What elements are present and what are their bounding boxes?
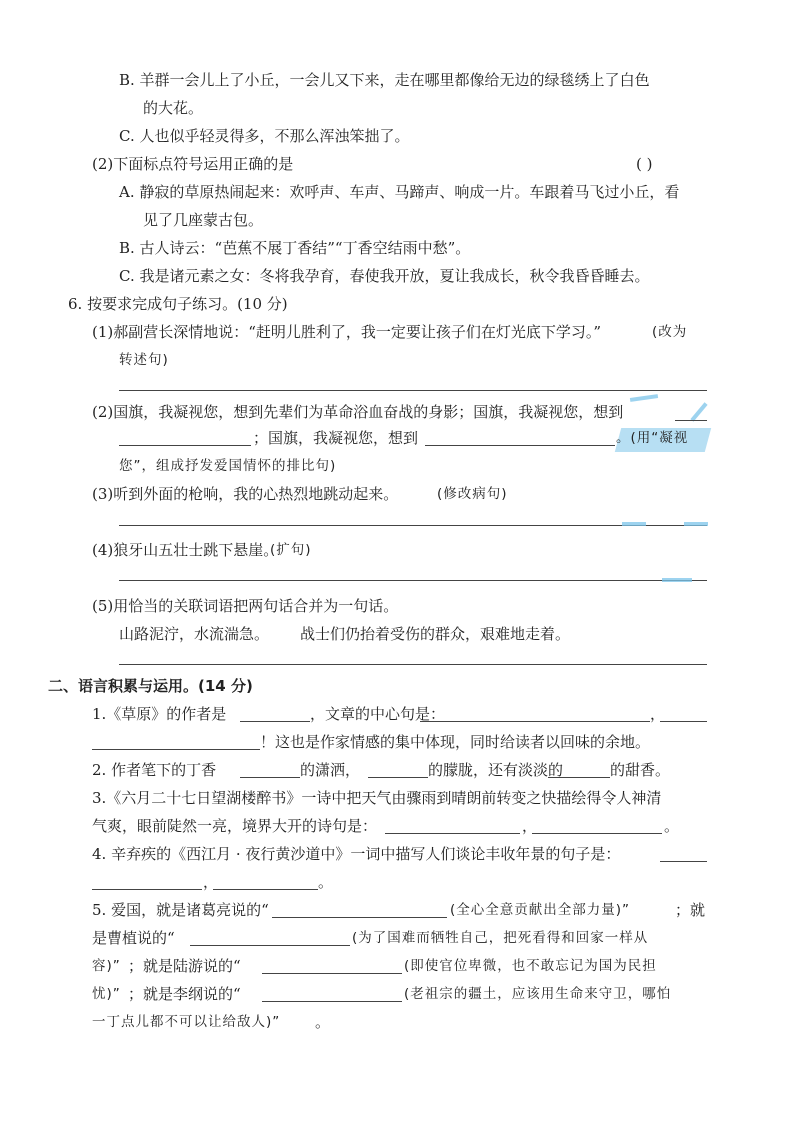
highlight-mark — [690, 402, 707, 421]
q6-4-note: (扩句) — [270, 542, 312, 558]
s2-q1-part-d: ！这也是作家情感的集中体现，同时给读者以回味的余地。 — [260, 733, 651, 751]
s2-q1-part-a: 1.《草原》的作者是 — [92, 705, 227, 723]
q6-2-blank2[interactable] — [425, 445, 615, 446]
s2-q2-part-a: 2. 作者笔下的丁香 — [92, 761, 217, 779]
s2-q3-line1: 3.《六月二十七日望湖楼醉书》一诗中把天气由骤雨到晴朗前转变之快描绘得令人神清 — [92, 789, 662, 807]
s2-q5-blank3[interactable] — [262, 973, 402, 974]
s2-q5-part-b: ；就 — [675, 901, 706, 919]
s2-q5-note5: 忧)” — [92, 986, 121, 1002]
s2-q5-note6: (老祖宗的疆土，应该用生命来守卫，哪怕 — [404, 986, 672, 1002]
s2-q5-blank1[interactable] — [272, 917, 447, 918]
s2-q5-part-a: 5. 爱国，就是诸葛亮说的“ — [92, 901, 269, 919]
s2-q5-blank2[interactable] — [190, 945, 350, 946]
q5-2-option-a-line2: 见了几座蒙古包。 — [143, 211, 264, 229]
q6-2-note: 您”，组成抒发爱国情怀的排比句) — [119, 458, 337, 474]
q6-1-sentence: (1)郝副营长深情地说：“赶明儿胜利了，我一定要让孩子们在灯光底下学习。” — [92, 323, 602, 341]
q6-1-note-cont: 转述句) — [119, 352, 169, 368]
s2-q5-part-d: ；就是陆游说的“ — [128, 957, 241, 975]
s2-q5-note2: (为了国难而牺牲自己，把死看得和回家一样从 — [352, 930, 649, 946]
s2-q4-part-b: 。 — [318, 873, 334, 891]
s2-q3-blank1[interactable] — [385, 833, 520, 834]
q6-2-blank1[interactable] — [675, 420, 707, 421]
q6-1-note: (改为 — [652, 324, 688, 340]
q6-2-part3: 。(用“凝视 — [616, 430, 689, 446]
q6-3-note: (修改病句) — [437, 486, 508, 502]
s2-q4-blank1-cont[interactable] — [92, 889, 202, 890]
q5-2-option-c: C. 我是诸元素之女：冬将我孕育，春使我开放，夏让我成长，秋令我昏昏睡去。 — [119, 267, 650, 285]
s2-q3-part-a: 气爽，眼前陡然一亮，境界大开的诗句是： — [92, 817, 378, 835]
s2-q5-note1: (全心全意贡献出全部力量)” — [450, 902, 631, 918]
s2-q1-blank-central2-cont[interactable] — [92, 749, 260, 750]
highlight-mark — [622, 522, 646, 526]
s2-q5-note4: (即使官位卑微，也不敢忘记为国为民担 — [404, 958, 657, 974]
s2-q1-blank-author[interactable] — [240, 721, 310, 722]
q6-3-answer-line[interactable] — [119, 525, 707, 526]
s2-q1-part-b: ，文章的中心句是： — [310, 705, 446, 723]
s2-q3-part-c: 。 — [664, 817, 680, 835]
s2-q3-part-b: ， — [522, 817, 538, 835]
q6-3-sentence: (3)听到外面的枪响，我的心热烈地跳动起来。 — [92, 485, 399, 503]
s2-q2-part-c: 的朦胧，还有淡淡的 — [428, 761, 564, 779]
q6-1-answer-line[interactable] — [119, 390, 707, 391]
s2-q2-blank1[interactable] — [240, 777, 300, 778]
section2-title: 二、语言积累与运用。(14 分) — [48, 677, 253, 695]
s2-q5-part-e: ；就是李纲说的“ — [128, 985, 241, 1003]
s2-q4-line1: 4. 辛弃疾的《西江月 · 夜行黄沙道中》一词中描写人们谈论丰收年景的句子是： — [92, 845, 621, 863]
s2-q5-part-f: 。 — [315, 1013, 331, 1031]
s2-q5-note3: 容)” — [92, 958, 121, 974]
q5-1-option-b-line2: 的大花。 — [143, 99, 204, 117]
q6-5-sentence2: 战士们仍抬着受伤的群众，艰难地走着。 — [300, 625, 571, 643]
q6-4-sentence: (4)狼牙山五壮士跳下悬崖。 — [92, 541, 279, 559]
q6-2-part1: (2)国旗，我凝视您，想到先辈们为革命浴血奋战的身影；国旗，我凝视您，想到 — [92, 403, 624, 421]
s2-q4-blank1[interactable] — [660, 861, 707, 862]
s2-q5-blank4[interactable] — [262, 1001, 402, 1002]
q6-4-answer-line[interactable] — [119, 580, 707, 581]
s2-q2-blank2[interactable] — [368, 777, 428, 778]
s2-q5-part-c: 是曹植说的“ — [92, 929, 175, 947]
highlight-mark — [662, 578, 692, 582]
q5-1-option-c: C. 人也似乎轻灵得多，不那么浑浊笨拙了。 — [119, 127, 410, 145]
s2-q2-part-b: 的潇洒， — [300, 761, 361, 779]
q6-5-answer-line[interactable] — [119, 664, 707, 665]
s2-q3-blank2[interactable] — [532, 833, 662, 834]
s2-q4-part-a: ， — [203, 873, 219, 891]
q5-2-option-b: B. 古人诗云：“芭蕉不展丁香结”“丁香空结雨中愁”。 — [119, 239, 471, 257]
q5-2-answer-paren[interactable]: ( ) — [636, 155, 653, 173]
highlight-mark — [684, 522, 708, 526]
q6-2-blank1-cont[interactable] — [119, 445, 251, 446]
q6-2-part2: ；国旗，我凝视您，想到 — [253, 429, 419, 447]
q6-5-sentence1: 山路泥泞，水流湍急。 — [119, 625, 270, 643]
q6-title: 6. 按要求完成句子练习。(10 分) — [68, 295, 288, 313]
q5-2-option-a-line1: A. 静寂的草原热闹起来：欢呼声、车声、马蹄声、响成一片。车跟着马飞过小丘，看 — [119, 183, 680, 201]
q5-2-stem: (2)下面标点符号运用正确的是 — [92, 155, 294, 173]
s2-q2-part-d: 的甜香。 — [610, 761, 671, 779]
s2-q4-blank2[interactable] — [213, 889, 318, 890]
s2-q2-blank3[interactable] — [548, 777, 610, 778]
s2-q1-blank-central2[interactable] — [660, 721, 707, 722]
highlight-mark — [630, 394, 658, 402]
q5-1-option-b-line1: B. 羊群一会儿上了小丘，一会儿又下来，走在哪里都像给无边的绿毯绣上了白色 — [119, 71, 650, 89]
q6-5-instruction: (5)用恰当的关联词语把两句话合并为一句话。 — [92, 597, 399, 615]
s2-q5-note7: 一丁点儿都不可以让给敌人)” — [92, 1014, 281, 1030]
s2-q1-part-c: ， — [650, 705, 666, 723]
s2-q1-blank-central1[interactable] — [420, 721, 650, 722]
